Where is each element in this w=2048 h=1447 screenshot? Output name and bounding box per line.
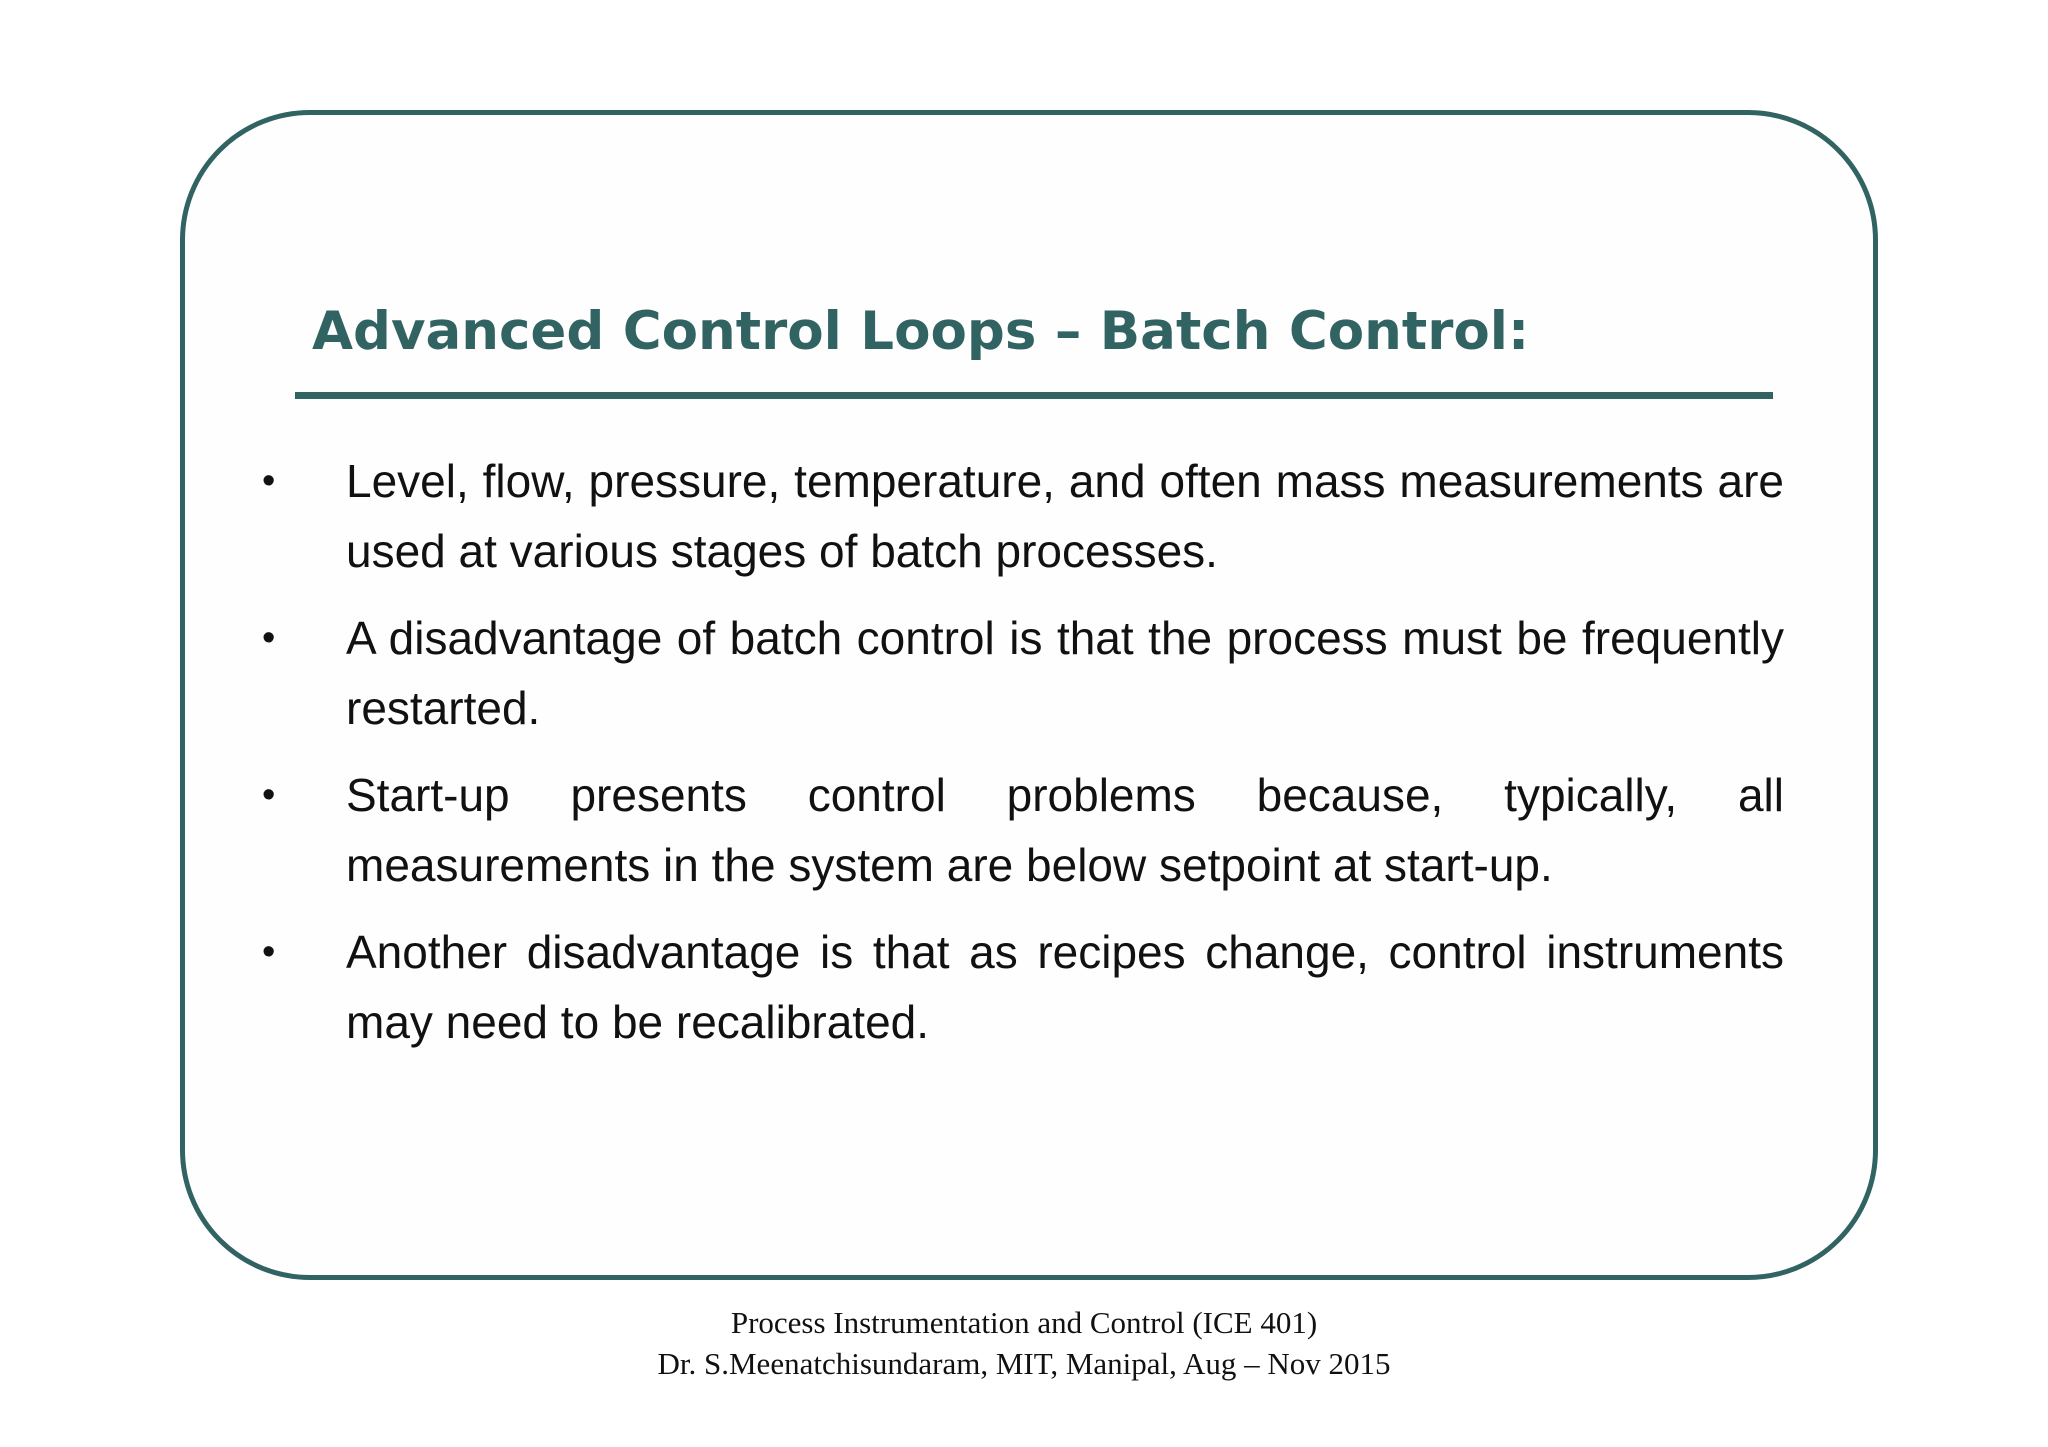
footer-course: Process Instrumentation and Control (ICE 401)	[730, 1305, 1318, 1340]
bullet-list	[262, 446, 1784, 1074]
bullet-text: Another disadvantage is that as recipes change, control instruments may need to be recalibrated.	[346, 926, 1784, 1048]
bullet-marker: •	[262, 460, 276, 502]
bullet-text: Start-up presents control problems because, typically, all measurements in the system are below setpoint at start-up.	[346, 769, 1784, 891]
title-underline	[295, 392, 1773, 399]
bullet-marker: •	[262, 617, 276, 659]
bullet-item	[262, 760, 1784, 900]
bullet-item	[262, 603, 1784, 743]
footer-author: Dr. S.Meenatchisundaram, MIT, Manipal, Aug – Nov 2015	[657, 1346, 1391, 1381]
bullet-marker: •	[262, 774, 276, 816]
bullet-item	[262, 917, 1784, 1057]
bullet-marker: •	[262, 931, 276, 973]
bullet-text: A disadvantage of batch control is that the process must be frequently restarted.	[346, 612, 1784, 734]
slide-footer	[0, 1302, 2048, 1384]
slide-title: Advanced Control Loops – Batch Control:	[312, 301, 1530, 362]
bullet-item	[262, 446, 1784, 586]
bullet-text: Level, flow, pressure, temperature, and often mass measurements are used at various stages of batch processes.	[346, 455, 1784, 577]
